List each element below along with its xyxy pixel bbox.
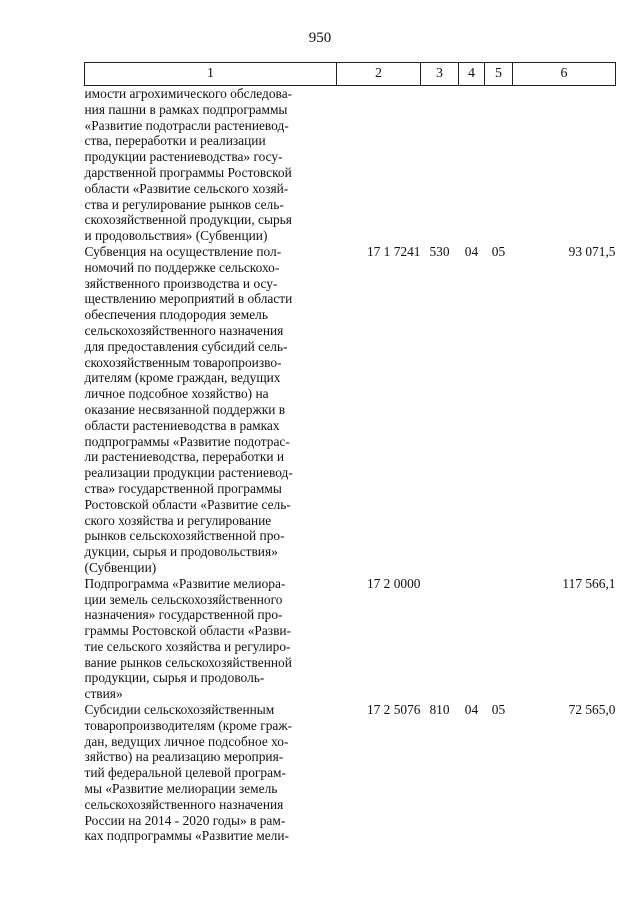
column-header-name: 1 [85, 63, 337, 86]
rz-cell: 04 [464, 243, 479, 259]
name-line: граммы Ростовской области «Разви- [84, 623, 292, 639]
name-line: назначения» государственной про- [84, 607, 283, 623]
name-line: скохозяйственной продукции, сырья [84, 212, 292, 228]
name-line: личное подсобное хозяйство) на [84, 386, 269, 402]
name-line: оказание несвязанной поддержки в [84, 401, 286, 417]
budget-table [84, 62, 616, 844]
pr-cell [485, 86, 513, 244]
column-header-vr: 3 [421, 63, 459, 86]
name-line: номочий по поддержке сельскохо- [84, 259, 280, 275]
name-line: Ростовской области «Развитие сель- [84, 496, 291, 512]
name-line: ства и регулирование рынков сель- [84, 196, 284, 212]
name-line: обеспечения плодородия земель [84, 307, 268, 323]
name-line: для предоставления субсидий сель- [84, 338, 288, 354]
name-line: зяйство) на реализацию мероприя- [84, 749, 284, 765]
vr-cell [421, 576, 459, 702]
name-line: продукции, сырья и продоволь- [84, 670, 265, 686]
name-line: рынков сельскохозяйственной про- [84, 528, 285, 544]
name-line: дукции, сырья и продовольствия» [84, 544, 278, 560]
name-line: Подпрограмма «Развитие мелиора- [84, 575, 286, 591]
name-line: ния пашни в рамках подпрограммы [84, 101, 288, 117]
pr-cell [485, 576, 513, 702]
name-line: Субвенция на осуществление пол- [84, 243, 282, 259]
column-header-csr: 2 [337, 63, 421, 86]
name-line: области растениеводства в рамках [84, 417, 280, 433]
name-line: скохозяйственным товаропроизво- [84, 354, 282, 370]
name-line: (Субвенции) [84, 559, 157, 575]
name-line: вание рынков сельскохозяйственной [84, 654, 292, 670]
name-line: тие сельского хозяйства и регулиро- [84, 638, 291, 654]
name-line: мы «Развитие мелиорации земель [84, 781, 278, 797]
table-row [85, 576, 616, 702]
name-line: подпрограммы «Развитие подотрас- [84, 433, 290, 449]
table-header-row [85, 63, 616, 86]
vr-cell: 810 [429, 702, 450, 718]
csr-cell: 17 2 0000 [366, 575, 421, 591]
csr-cell [337, 86, 421, 244]
amount-cell: 93 071,5 [568, 243, 616, 259]
name-line: «Развитие подотрасли растениевод- [84, 117, 289, 133]
table-row [85, 244, 616, 576]
rz-cell: 04 [464, 702, 479, 718]
table-row [85, 86, 616, 244]
pr-cell: 05 [491, 702, 506, 718]
vr-cell: 530 [429, 243, 450, 259]
row-name-cell [85, 702, 337, 844]
name-line: ществлению мероприятий в области [84, 291, 293, 307]
csr-cell: 17 2 5076 [366, 702, 421, 718]
name-line: зяйственного производства и осу- [84, 275, 278, 291]
name-line: товаропроизводителям (кроме граж- [84, 717, 293, 733]
table-row [85, 702, 616, 844]
pr-cell: 05 [491, 243, 506, 259]
name-line: имости агрохимического обследова- [84, 86, 293, 101]
csr-cell: 17 1 7241 [366, 243, 421, 259]
name-line: дарственной программы Ростовской [84, 164, 292, 180]
page-number: 950 [308, 30, 332, 46]
name-line: сельскохозяйственного назначения [84, 322, 284, 338]
row-name-cell [85, 576, 337, 702]
name-line: области «Развитие сельского хозяй- [84, 180, 289, 196]
row-name-cell [85, 244, 337, 576]
name-line: ствия» [84, 686, 123, 702]
amount-cell [513, 86, 616, 244]
name-line: дителям (кроме граждан, ведущих [84, 370, 281, 386]
column-header-amount: 6 [513, 63, 616, 86]
row-name-cell [85, 86, 337, 244]
name-line: сельскохозяйственного назначения [84, 796, 284, 812]
column-header-pr: 5 [485, 63, 513, 86]
name-line: ского хозяйства и регулирование [84, 512, 272, 528]
name-line: реализации продукции растениевод- [84, 465, 293, 481]
name-line: ции земель сельскохозяйственного [84, 591, 283, 607]
name-line: России на 2014 - 2020 годы» в рам- [84, 812, 286, 828]
rz-cell [459, 86, 485, 244]
name-line: ках подпрограммы «Развитие мели- [84, 828, 289, 844]
name-line: ства, переработки и реализации [84, 133, 266, 149]
rz-cell [459, 576, 485, 702]
name-line: и продовольствия» (Субвенции) [84, 228, 268, 244]
name-line: Субсидии сельскохозяйственным [84, 702, 275, 718]
amount-cell: 72 565,0 [568, 702, 616, 718]
column-header-rz: 4 [459, 63, 485, 86]
amount-cell: 117 566,1 [562, 575, 616, 591]
vr-cell [421, 86, 459, 244]
name-line: тий федеральной целевой програм- [84, 765, 286, 781]
name-line: дан, ведущих личное подсобное хо- [84, 733, 289, 749]
name-line: продукции растениеводства» госу- [84, 149, 283, 165]
name-line: ли растениеводства, переработки и [84, 449, 285, 465]
name-line: ства» государственной программы [84, 480, 282, 496]
